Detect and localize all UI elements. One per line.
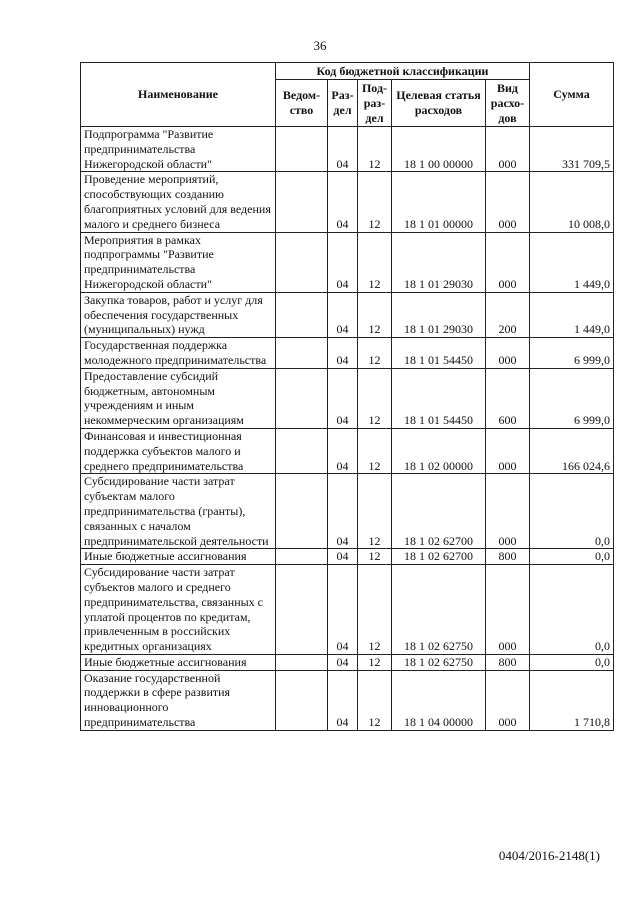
cell-type: 000 <box>486 565 530 655</box>
cell-sum: 0,0 <box>530 474 614 549</box>
cell-target: 18 1 02 62700 <box>392 474 486 549</box>
cell-section: 04 <box>328 368 358 428</box>
table-row <box>81 127 614 172</box>
cell-name: Закупка товаров, работ и услуг для обеспечения государственных (муниципальных) нужд <box>81 292 276 337</box>
cell-dept <box>276 549 328 565</box>
cell-subsection: 12 <box>358 428 392 473</box>
cell-name: Иные бюджетные ассигнования <box>81 654 276 670</box>
cell-type: 000 <box>486 232 530 292</box>
cell-section: 04 <box>328 172 358 232</box>
cell-type: 200 <box>486 292 530 337</box>
cell-sum: 6 999,0 <box>530 338 614 369</box>
cell-target: 18 1 02 62700 <box>392 549 486 565</box>
cell-dept <box>276 565 328 655</box>
header-classification-group: Код бюджетной классификации <box>276 63 530 80</box>
document-number: 0404/2016-2148(1) <box>498 848 600 863</box>
cell-sum: 10 008,0 <box>530 172 614 232</box>
cell-sum: 331 709,5 <box>530 127 614 172</box>
table-body <box>81 127 614 731</box>
cell-name: Оказание государственной поддержки в сфере развития инновационного предпринимательства <box>81 670 276 730</box>
cell-name: Финансовая и инвестиционная поддержка субъектов малого и среднего предпринимательства <box>81 428 276 473</box>
cell-subsection: 12 <box>358 654 392 670</box>
header-subsection: Под-раз-дел <box>358 80 392 127</box>
table-row <box>81 172 614 232</box>
table-row <box>81 474 614 549</box>
cell-subsection: 12 <box>358 292 392 337</box>
cell-target: 18 1 01 54450 <box>392 368 486 428</box>
cell-type: 000 <box>486 428 530 473</box>
cell-dept <box>276 368 328 428</box>
cell-target: 18 1 02 62750 <box>392 565 486 655</box>
cell-dept <box>276 292 328 337</box>
cell-target: 18 1 01 00000 <box>392 172 486 232</box>
cell-subsection: 12 <box>358 172 392 232</box>
cell-type: 000 <box>486 338 530 369</box>
cell-name: Мероприятия в рамках подпрограммы "Развитие предпринимательства Нижегородской области" <box>81 232 276 292</box>
cell-subsection: 12 <box>358 549 392 565</box>
cell-target: 18 1 01 29030 <box>392 232 486 292</box>
cell-subsection: 12 <box>358 368 392 428</box>
cell-subsection: 12 <box>358 565 392 655</box>
cell-sum: 0,0 <box>530 549 614 565</box>
cell-name: Государственная поддержка молодежного предпринимательства <box>81 338 276 369</box>
header-name: Наименование <box>81 63 276 127</box>
cell-type: 800 <box>486 654 530 670</box>
page-number: 36 <box>313 38 327 53</box>
cell-target: 18 1 02 62750 <box>392 654 486 670</box>
cell-section: 04 <box>328 292 358 337</box>
header-type: Вид расхо-дов <box>486 80 530 127</box>
table-row <box>81 565 614 655</box>
cell-section: 04 <box>328 127 358 172</box>
header-sum: Сумма <box>530 63 614 127</box>
cell-target: 18 1 00 00000 <box>392 127 486 172</box>
cell-section: 04 <box>328 232 358 292</box>
cell-type: 600 <box>486 368 530 428</box>
cell-target: 18 1 04 00000 <box>392 670 486 730</box>
header-target: Целевая статья расходов <box>392 80 486 127</box>
cell-target: 18 1 01 29030 <box>392 292 486 337</box>
table-row <box>81 232 614 292</box>
cell-name: Иные бюджетные ассигнования <box>81 549 276 565</box>
cell-name: Проведение мероприятий, способствующих созданию благоприятных условий для ведения малого и среднего бизнеса <box>81 172 276 232</box>
cell-dept <box>276 428 328 473</box>
table-row <box>81 654 614 670</box>
table-row <box>81 549 614 565</box>
header-row-top <box>81 63 614 80</box>
table-row <box>81 428 614 473</box>
cell-type: 000 <box>486 670 530 730</box>
table-row <box>81 368 614 428</box>
table-row <box>81 338 614 369</box>
cell-dept <box>276 654 328 670</box>
cell-section: 04 <box>328 428 358 473</box>
cell-subsection: 12 <box>358 232 392 292</box>
cell-dept <box>276 172 328 232</box>
cell-sum: 166 024,6 <box>530 428 614 473</box>
cell-subsection: 12 <box>358 338 392 369</box>
cell-dept <box>276 670 328 730</box>
cell-sum: 0,0 <box>530 654 614 670</box>
cell-type: 800 <box>486 549 530 565</box>
cell-name: Субсидирование части затрат субъектов малого и среднего предпринимательства, связанных с уплатой процентов по кредитам, привлеченным в российских кредитных организациях <box>81 565 276 655</box>
cell-section: 04 <box>328 474 358 549</box>
cell-type: 000 <box>486 127 530 172</box>
cell-target: 18 1 01 54450 <box>392 338 486 369</box>
cell-dept <box>276 232 328 292</box>
table-row <box>81 292 614 337</box>
cell-sum: 1 710,8 <box>530 670 614 730</box>
cell-section: 04 <box>328 670 358 730</box>
cell-subsection: 12 <box>358 474 392 549</box>
cell-section: 04 <box>328 338 358 369</box>
cell-subsection: 12 <box>358 127 392 172</box>
cell-type: 000 <box>486 172 530 232</box>
table-row <box>81 670 614 730</box>
cell-section: 04 <box>328 549 358 565</box>
cell-sum: 6 999,0 <box>530 368 614 428</box>
cell-name: Подпрограмма "Развитие предпринимательства Нижегородской области" <box>81 127 276 172</box>
cell-sum: 1 449,0 <box>530 232 614 292</box>
cell-type: 000 <box>486 474 530 549</box>
cell-subsection: 12 <box>358 670 392 730</box>
cell-sum: 1 449,0 <box>530 292 614 337</box>
cell-target: 18 1 02 00000 <box>392 428 486 473</box>
cell-dept <box>276 127 328 172</box>
cell-name: Предоставление субсидий бюджетным, автономным учреждениям и иным некоммерческим организациям <box>81 368 276 428</box>
cell-section: 04 <box>328 565 358 655</box>
budget-table <box>80 62 614 731</box>
cell-dept <box>276 474 328 549</box>
header-dept: Ведом-ство <box>276 80 328 127</box>
cell-section: 04 <box>328 654 358 670</box>
cell-dept <box>276 338 328 369</box>
cell-sum: 0,0 <box>530 565 614 655</box>
cell-name: Субсидирование части затрат субъектам малого предпринимательства (гранты), связанных с началом предпринимательской деятельности <box>81 474 276 549</box>
header-section: Раз-дел <box>328 80 358 127</box>
